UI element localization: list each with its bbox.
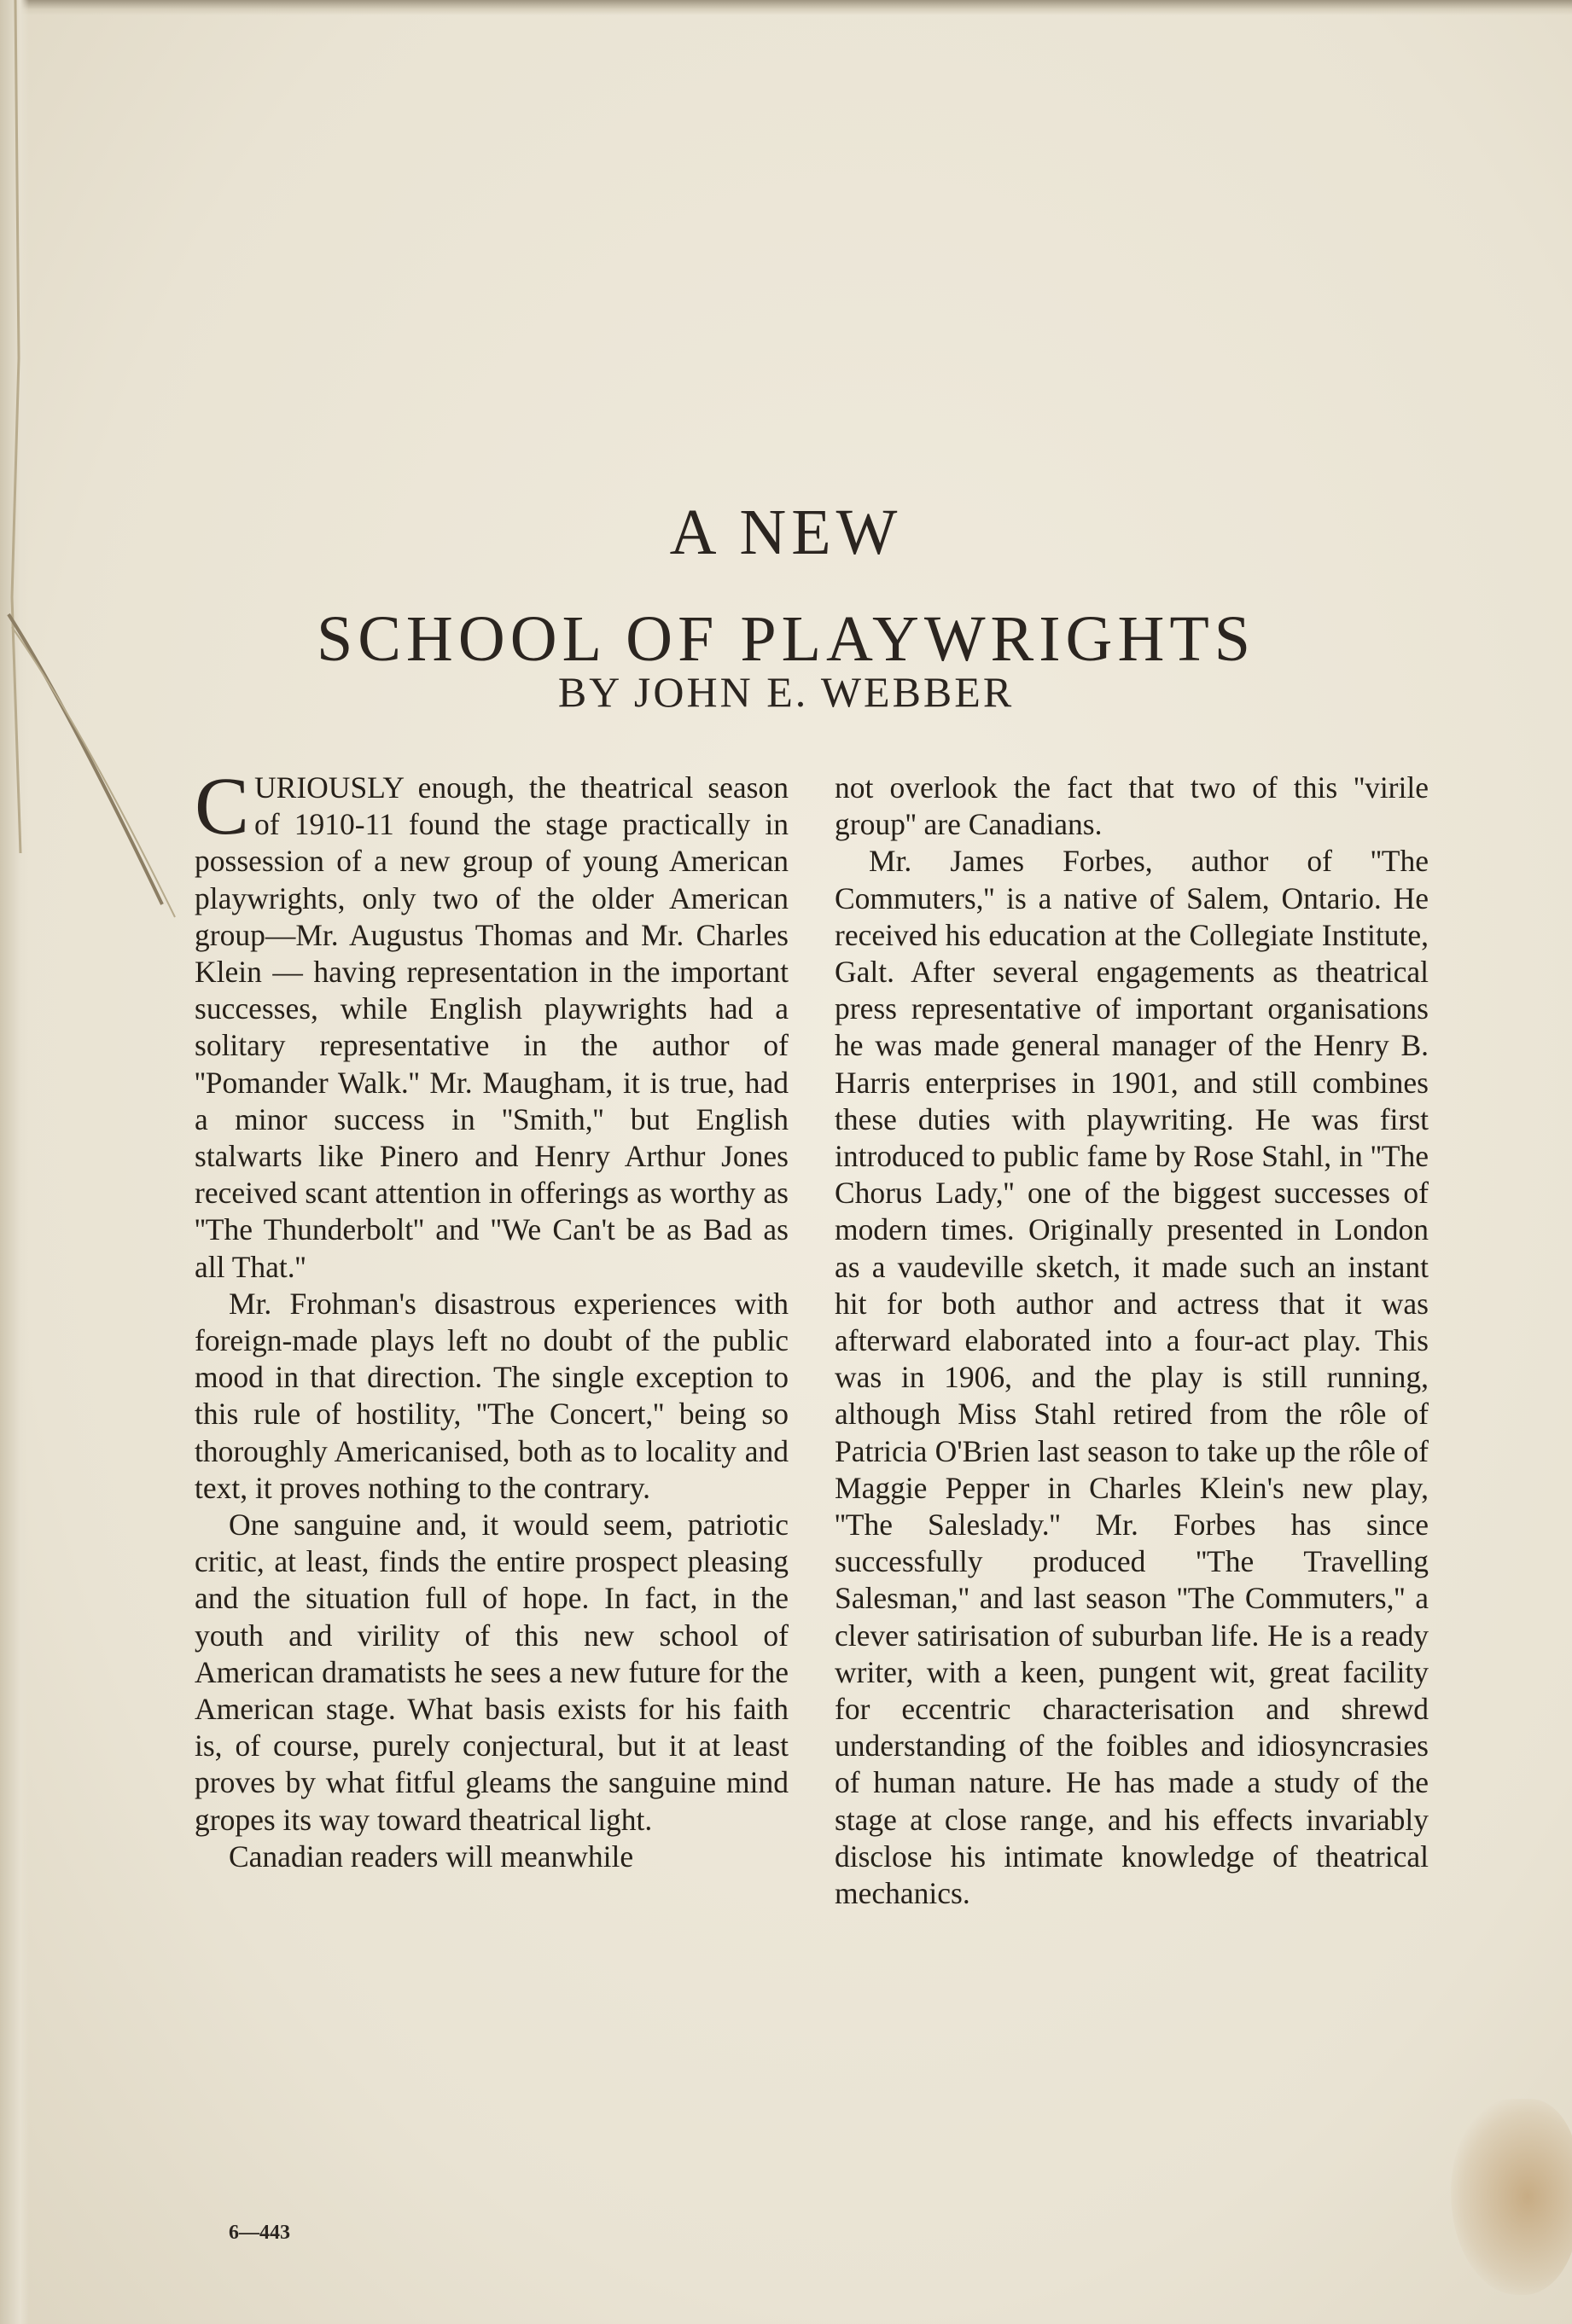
paragraph-1-text: URIOUSLY enough, the theatrical season of 1910-11 found the stage practically in possession of a new group of young American playwrights, only two of the older American group—Mr. Augustus Thomas and Mr. Charles Klein — having representation in the important successes, while English playwrights had a solitary representative in the author of ''Pomander Walk.'' Mr. Maugham, it is true, had a minor success in ''Smith,'' but English stalwarts like Pinero and Henry Arthur Jones received scant attention in offerings as worthy as ''The Thunderbolt'' and ''We Can't be as Bad as all That.'' xyxy=(195,770,789,1284)
article-title-line-2: SCHOOL OF PLAYWRIGHTS xyxy=(316,602,1256,675)
paragraph-2: Mr. Frohman's disastrous experiences with foreign-made plays left no doubt of the public mood in that direction. The single exception to this rule of hostility, ''The Concert,'' being so thoroughly Americanised, both as to locality and text, it proves nothing to the contrary. xyxy=(195,1286,789,1505)
paragraph-4: Canadian readers will meanwhile xyxy=(229,1839,634,1874)
page-folio: 6—443 xyxy=(229,2222,290,2244)
article-title-line-1: A NEW xyxy=(669,496,903,568)
article-byline: BY JOHN E. WEBBER xyxy=(557,668,1015,716)
right-text-column xyxy=(835,770,1429,1912)
paragraph-6: Mr. James Forbes, author of ''The Commuters,'' is a native of Salem, Ontario. He received his education at the Collegiate Institute, Galt. After several engagements as theatrical press representative of important organisations he was made general manager of the Henry B. Harris enterprises in 1901, and still combines these duties with playwriting. He was first introduced to public fame by Rose Stahl, in ''The Chorus Lady,'' one of the biggest successes of modern times. Originally presented in London as a vaudeville sketch, it made such an instant hit for both author and actress that it was afterward elaborated into a four-act play. This was in 1906, and the play is still running, although Miss Stahl retired from the rôle of Patricia O'Brien last season to take up the rôle of Maggie Pepper in Charles Klein's new play, ''The Saleslady.'' Mr. Forbes has since successfully produced ''The Travelling Salesman,'' and last season ''The Commuters,'' a clever satirisation of suburban life. He is a ready writer, with a keen, pungent wit, great facility for eccentric characterisation and shrewd understanding of the foibles and idiosyncrasies of human nature. He has made a study of the stage at close range, and his effects invariably disclose his intimate knowledge of theatrical mechanics. xyxy=(835,844,1429,1911)
drop-cap: C xyxy=(195,760,250,851)
water-stain xyxy=(1451,2099,1572,2295)
paragraph-1 xyxy=(195,760,789,1286)
binding-thread xyxy=(0,0,222,938)
page-top-edge xyxy=(0,0,1572,15)
paragraph-3: One sanguine and, it would seem, patriotic critic, at least, finds the entire prospect pleasing and the situation full of hope. In fact, in the youth and virility of this new school of American dramatists he sees a new future for the American stage. What basis exists for his faith is, of course, purely conjectural, but it at least proves by what fitful gleams the sanguine mind gropes its way toward theatrical light. xyxy=(195,1508,789,1837)
left-text-column xyxy=(195,760,789,1875)
paragraph-5: not overlook the fact that two of this ''virile group'' are Canadians. xyxy=(835,770,1429,842)
